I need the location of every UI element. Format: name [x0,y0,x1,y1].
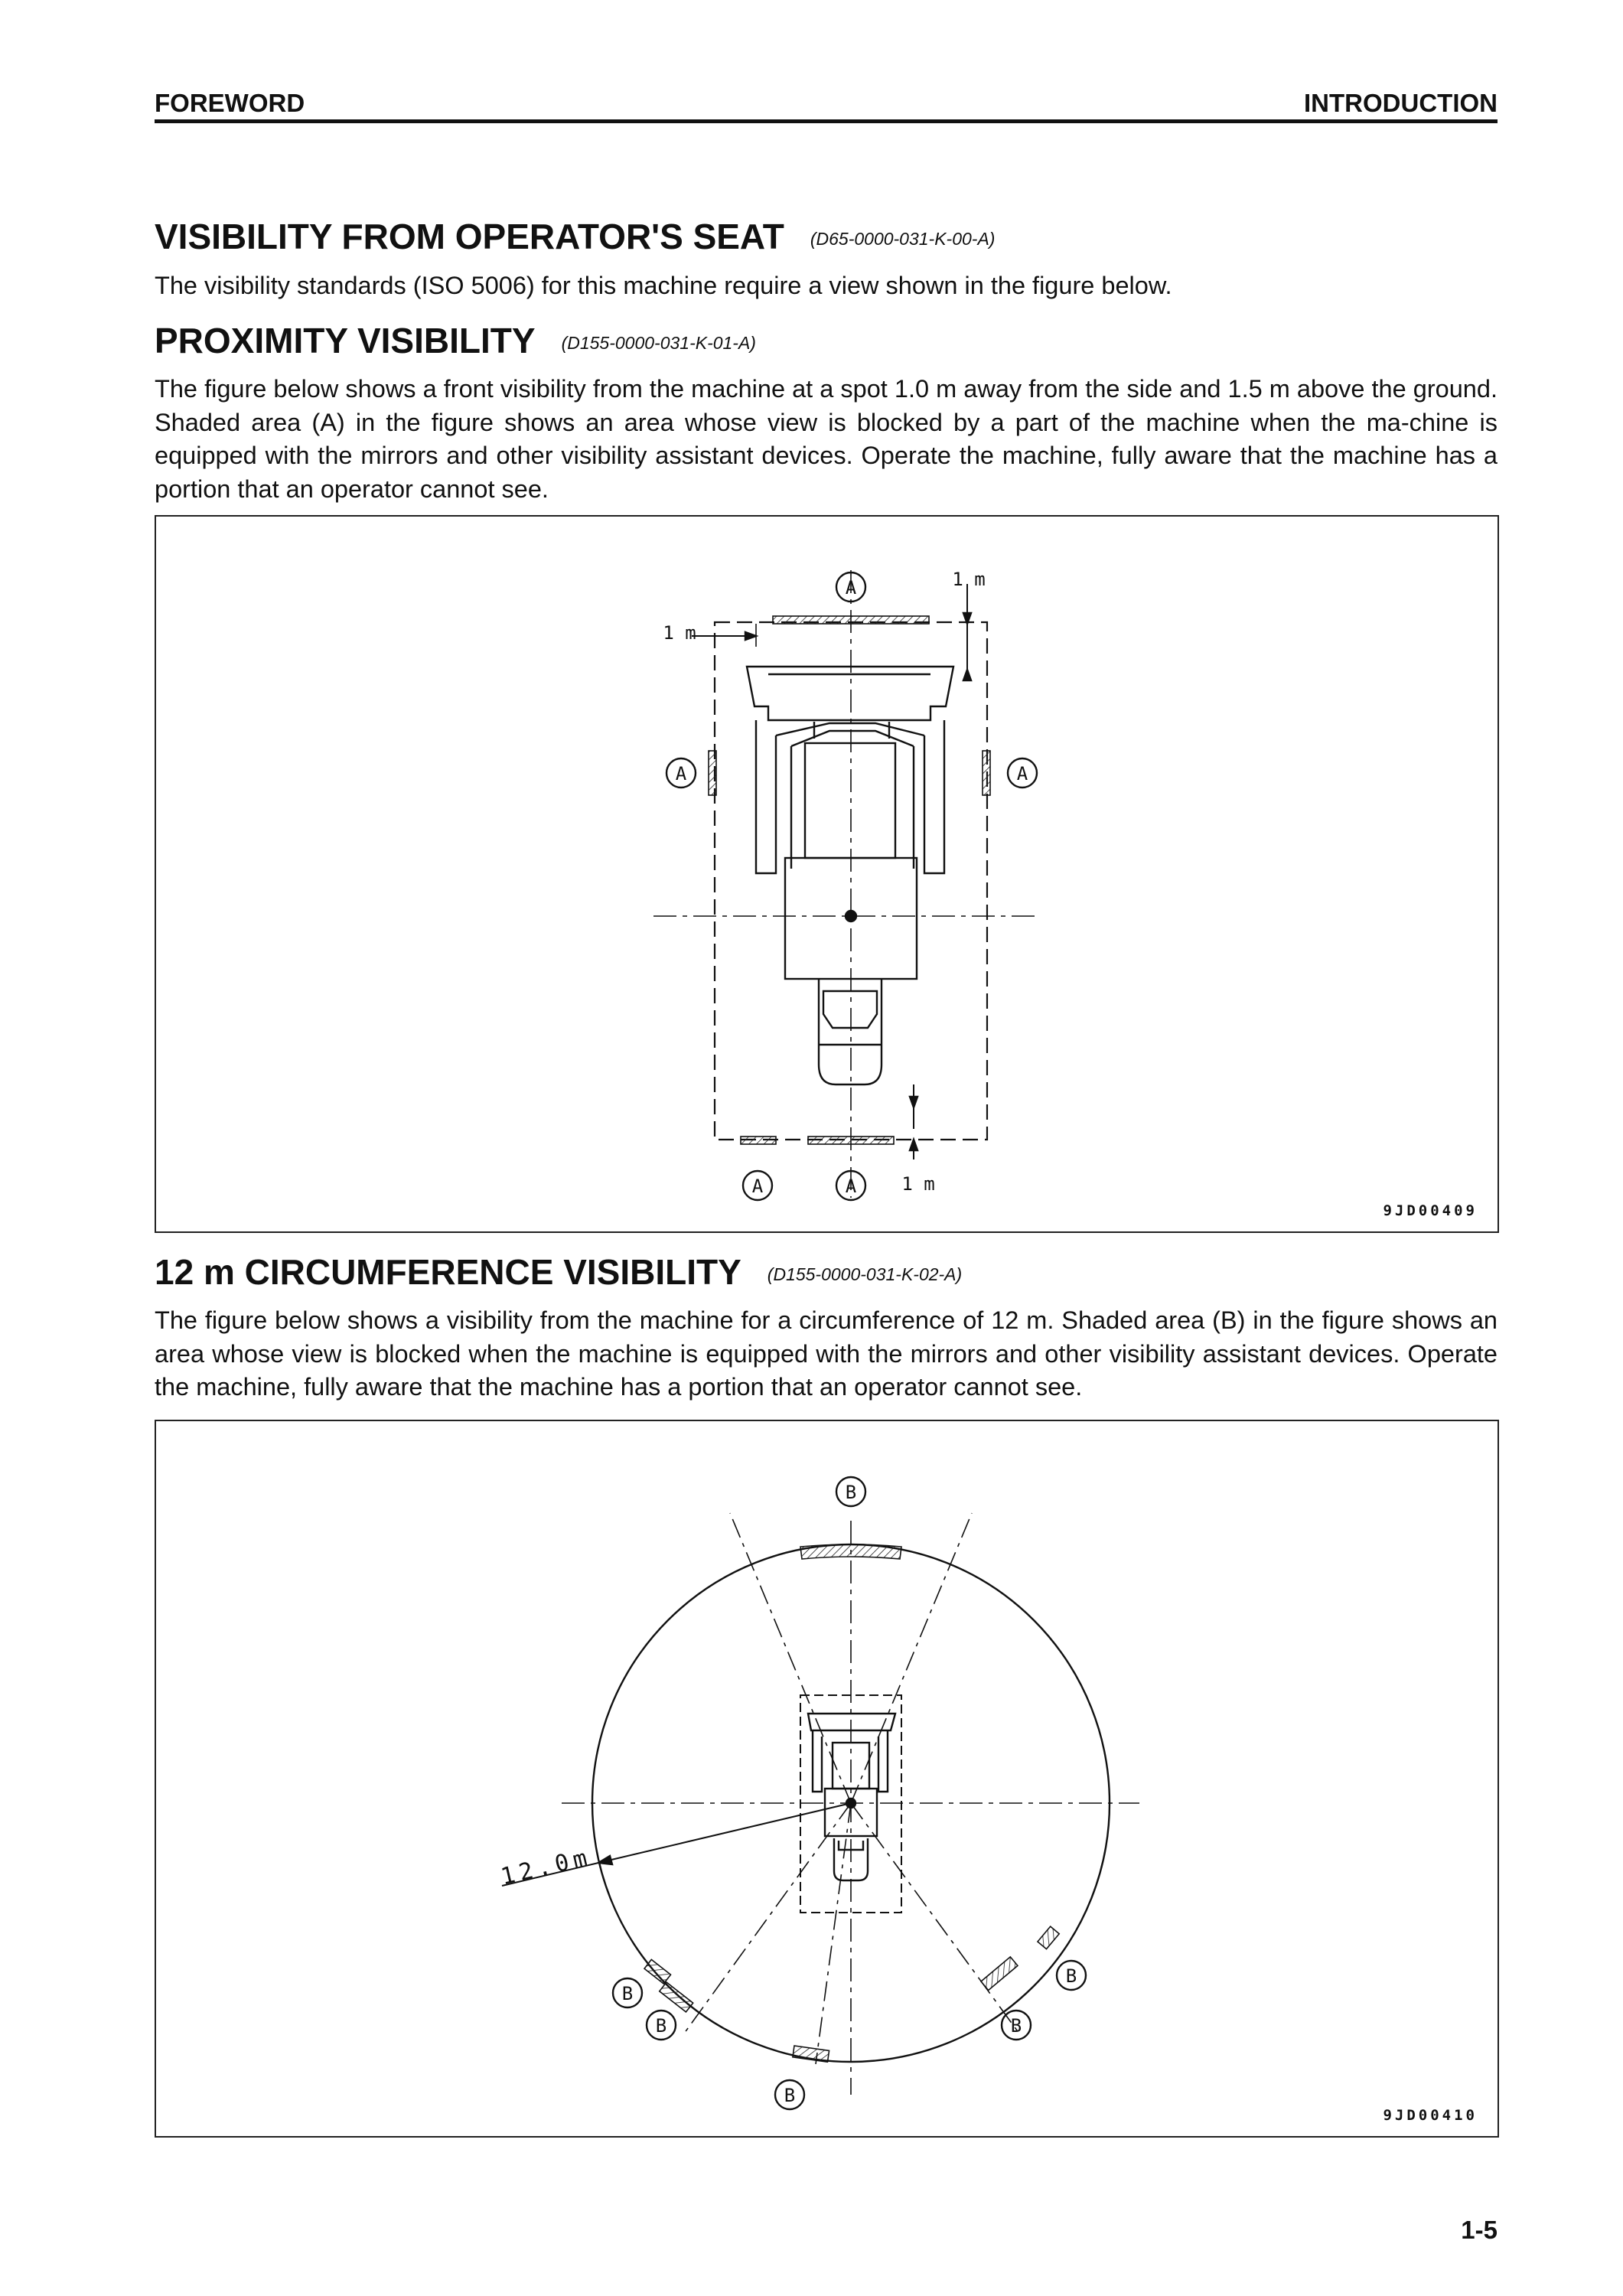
header-right: INTRODUCTION [1304,89,1498,117]
figure-circumference-visibility [155,1420,1499,2138]
section-text-proximity: The figure below shows a front visibility from the machine at a spot 1.0 m away from the side and 1.5 m above the ground. Shaded area (A) in the figure shows an area whose view is blocked by a part of the machine when the ma-chine is equipped with the mirrors and other visibility assistant devices. Operate the machine, fully aware that the machine has a portion that an operator cannot see. [155,375,1498,503]
dim-1m-left: 1 m [663,622,696,644]
page-header [155,86,1498,123]
circumference-diagram [156,1421,1498,2136]
proximity-diagram [156,517,1498,1231]
dim-1m-top: 1 m [952,569,986,590]
section-code: (D65-0000-031-K-00-A) [810,229,996,249]
label-a-left: A [675,763,687,784]
label-b-bottom: B [784,2085,796,2106]
section-title-visibility: VISIBILITY FROM OPERATOR'S SEAT (D65-0000-031-K-00-A) [155,217,996,256]
section-text-circumference: The figure below shows a visibility from the machine for a circumference of 12 m. Shaded area (B) in the figure shows an area whose view is blocked when the machine is equipped with the mirrors and other visibility assistant devices. Operate the machine, fully aware that the machine has a portion that an operator cannot see. [155,1306,1498,1401]
figure-id: 9JD00409 [1383,1202,1478,1219]
label-b-lower-left-1: B [621,1983,634,2004]
section-code: (D155-0000-031-K-02-A) [767,1264,963,1285]
page-number: 1-5 [1461,2216,1498,2244]
figure-id: 9JD00410 [1383,2107,1478,2124]
label-b-lower-right-2: B [1065,1965,1077,1987]
section-title-proximity: PROXIMITY VISIBILITY (D155-0000-031-K-01-A) [155,321,756,360]
section-code: (D155-0000-031-K-01-A) [561,333,756,354]
label-b-lower-left-2: B [655,2015,667,2037]
dim-1m-bottom: 1 m [901,1173,935,1195]
section-title-circumference: 12 m CIRCUMFERENCE VISIBILITY (D155-0000-031-K-02-A) [155,1252,963,1292]
figure-proximity-visibility [155,515,1499,1233]
section-text-visibility: The visibility standards (ISO 5006) for this machine require a view shown in the figure below. [155,272,1172,299]
label-a-bottom-left: A [751,1176,764,1197]
label-a-top: A [845,577,857,598]
label-b-top: B [845,1482,857,1503]
label-a-right: A [1016,763,1028,784]
radius-label: 12.0m [498,1844,595,1891]
label-b-lower-right-1: B [1010,2015,1022,2037]
label-a-bottom-center: A [845,1176,857,1197]
header-left: FOREWORD [155,89,305,117]
